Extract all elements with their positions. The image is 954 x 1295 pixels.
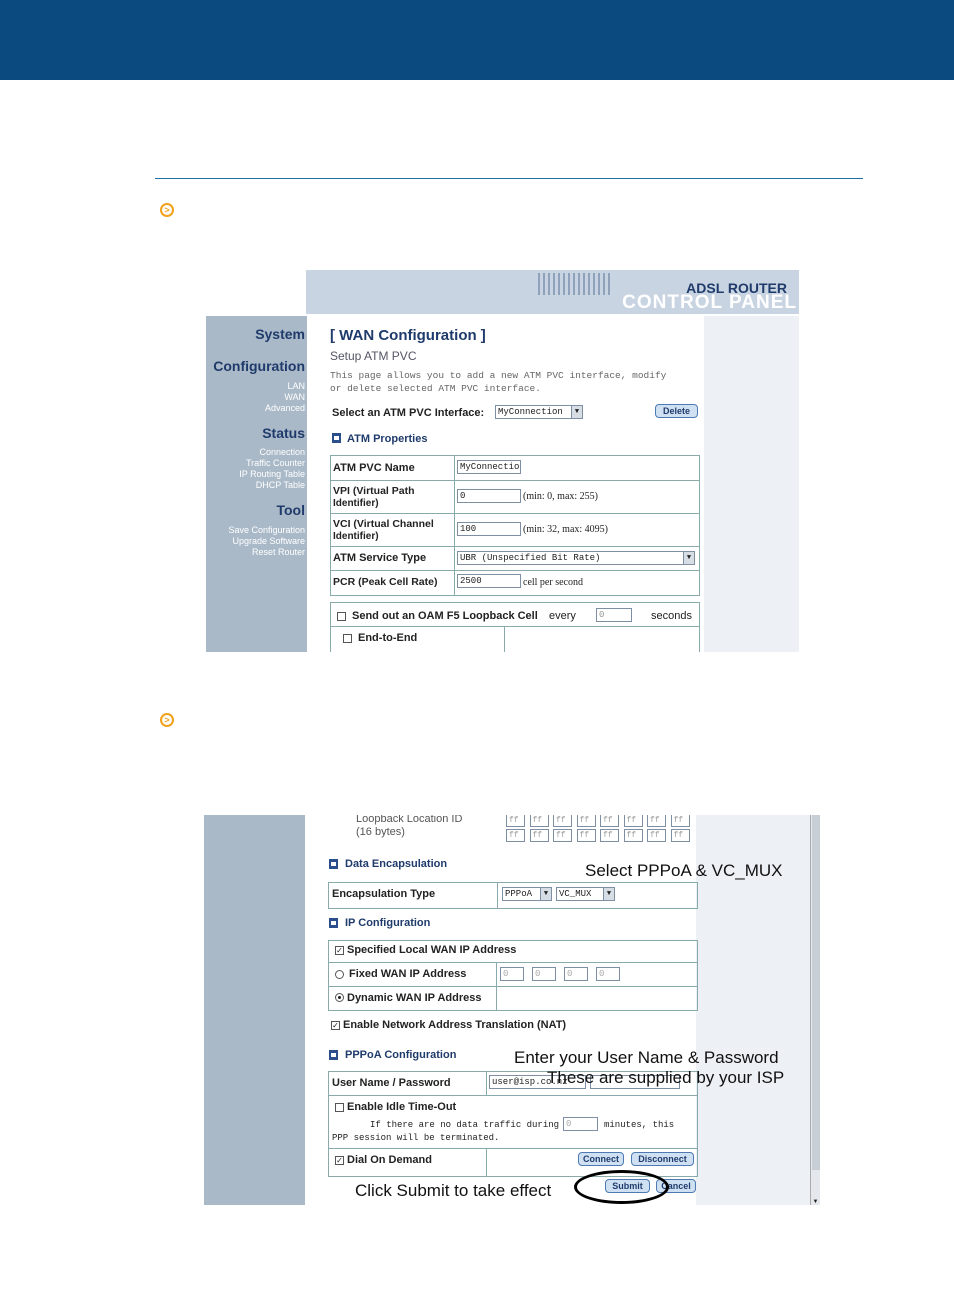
encap-protocol-select[interactable] [502,887,552,901]
chevron-down-icon: ▼ [603,888,614,900]
nav-item-wan[interactable]: WAN [284,392,305,402]
delete-button[interactable]: Delete [655,404,698,418]
idle-minutes-input[interactable]: 0 [563,1117,598,1131]
encap-mux-value: VC_MUX [559,889,592,899]
vpi-input[interactable]: 0 [457,489,521,503]
idle-text-line2: minutes, this [604,1120,675,1130]
loopback-byte-input[interactable]: ff [624,815,643,827]
atm-service-type-select[interactable] [457,551,695,565]
pvc-interface-select[interactable] [495,405,583,419]
oam-every: every [549,610,576,622]
page-title: [ WAN Configuration ] [330,327,486,344]
loopback-byte-input[interactable]: ff [647,815,666,827]
page-description-line2: or delete selected ATM PVC interface. [330,383,541,394]
connect-button[interactable]: Connect [578,1152,624,1166]
dial-on-demand-checkbox[interactable]: ✓ [336,1156,343,1165]
header-band [0,0,954,80]
table-row-rule [328,986,697,987]
table-divider [496,962,497,1010]
table-row-rule [330,626,699,627]
oam-unit: seconds [651,610,692,622]
scroll-down-icon[interactable]: ▼ [812,1199,819,1205]
oam-interval-input[interactable]: 0 [596,608,632,622]
vpi-label: VPI (Virtual Path [333,485,415,497]
ip-octet-4[interactable]: 0 [596,967,620,981]
chevron-down-icon: ▼ [571,406,582,418]
vpi-hint: (min: 0, max: 255) [523,491,598,502]
nav-item-save-configuration[interactable]: Save Configuration [228,525,305,535]
table-divider [486,1148,487,1176]
submit-highlight-circle [574,1170,669,1204]
loopback-byte-input[interactable]: ff [530,829,549,842]
vci-label-line2: Identifier) [333,531,379,542]
pcr-hint: cell per second [523,577,583,588]
section-icon [329,1050,338,1060]
dynamic-wan-label: Dynamic WAN IP Address [347,992,482,1004]
loopback-byte-input[interactable]: ff [600,829,619,842]
nav-item-traffic-counter[interactable]: Traffic Counter [245,458,305,468]
scrollbar-thumb[interactable] [812,815,820,1170]
encap-type-label: Encapsulation Type [332,888,436,900]
vci-hint: (min: 32, max: 4095) [523,524,608,535]
table-row-rule [328,1095,697,1096]
table-divider [497,882,498,908]
nav-item-dhcp-table[interactable]: DHCP Table [255,480,305,490]
loopback-byte-input[interactable]: ff [506,829,525,842]
username-input[interactable]: user@isp.co.nz [489,1075,586,1089]
select-pvc-label: Select an ATM PVC Interface: [332,407,485,419]
nat-checkbox[interactable]: ✓ [332,1021,339,1030]
nav-tool[interactable]: Tool [276,502,305,518]
table-row-rule [330,480,699,481]
ip-octet-1[interactable]: 0 [500,967,524,981]
ip-configuration-heading: IP Configuration [345,917,431,929]
table-divider [454,455,455,595]
loopback-byte-input[interactable]: ff [530,815,549,827]
scrollbar[interactable] [810,815,820,1205]
idle-timeout-label: Enable Idle Time-Out [347,1101,457,1113]
cancel-button[interactable]: Cancel [656,1179,696,1193]
idle-text-line3: PPP session will be terminated. [332,1133,500,1143]
encap-mux-select[interactable] [556,887,615,901]
oam-checkbox[interactable] [337,612,346,621]
nav-system[interactable]: System [255,326,305,342]
annotation-isp: These are supplied by your ISP [547,1068,785,1087]
pcr-input[interactable]: 2500 [457,574,521,588]
loopback-byte-input[interactable]: ff [647,829,666,842]
table-row-rule [328,1148,697,1149]
end-to-end-label: End-to-End [358,632,418,644]
table-divider [504,626,505,652]
step-bullet-icon: > [160,203,174,217]
wan-config-screenshot [206,270,799,652]
atm-pvc-name-label: ATM PVC Name [333,462,415,474]
specified-wan-checkbox[interactable]: ✓ [336,946,343,955]
table-row-rule [330,570,699,571]
page-description-line1: This page allows you to add a new ATM PVC interface, modify [330,370,667,381]
chevron-down-icon: ▼ [540,888,551,900]
table-row-rule [330,546,699,547]
vci-input[interactable]: 100 [457,522,521,536]
banner-subtitle: CONTROL PANEL [622,292,797,313]
loopback-byte-input[interactable]: ff [553,815,572,827]
dial-on-demand-label: Dial On Demand [347,1154,432,1166]
user-password-label: User Name / Password [332,1077,451,1089]
loopback-byte-input[interactable]: ff [600,815,619,827]
loopback-byte-input[interactable]: ff [506,815,525,827]
annotation-user: Enter your User Name & Password [514,1048,779,1067]
router-banner [306,270,799,314]
idle-text-line1: If there are no data traffic during [370,1120,560,1130]
atm-service-type-value: UBR (Unspecified Bit Rate) [460,553,601,563]
pppoa-config-screenshot [204,815,820,1205]
ip-octet-2[interactable]: 0 [532,967,556,981]
encap-protocol-value: PPPoA [505,889,533,899]
nav-configuration[interactable]: Configuration [213,358,305,374]
annotation-submit: Click Submit to take effect [355,1181,552,1200]
banner-title: ADSL ROUTER [686,280,787,296]
sidebar-nav [206,316,307,652]
loopback-byte-input[interactable]: ff [577,815,596,827]
nav-status[interactable]: Status [262,425,305,441]
nav-item-upgrade-software[interactable]: Upgrade Software [232,536,305,546]
loopback-label: Loopback Location ID [356,815,463,825]
annotation-encap: Select PPPoA & VC_MUX [585,861,783,880]
loopback-byte-input[interactable]: ff [577,829,596,842]
nav-item-connection[interactable]: Connection [259,447,305,457]
pppoa-configuration-heading: PPPoA Configuration [345,1049,457,1061]
loopback-byte-input[interactable]: ff [671,815,690,827]
chevron-down-icon: ▼ [683,552,694,564]
idle-timeout-checkbox[interactable] [335,1103,344,1112]
nav-item-ip-routing-table[interactable]: IP Routing Table [239,469,305,479]
nat-label: Enable Network Address Translation (NAT) [343,1019,567,1031]
loopback-byte-input[interactable]: ff [553,829,572,842]
table-row-rule [330,513,699,514]
step-bullet-icon: > [160,713,174,727]
data-encapsulation-heading: Data Encapsulation [345,858,448,870]
dynamic-wan-radio[interactable] [335,993,344,1002]
atm-pvc-name-input[interactable]: MyConnectio [457,460,521,474]
table-divider [486,1071,487,1096]
submit-button[interactable]: Submit [605,1179,650,1193]
nav-item-reset-router[interactable]: Reset Router [251,547,305,557]
oam-label: Send out an OAM F5 Loopback Cell [352,610,538,622]
section-icon [329,859,338,869]
section-icon [332,433,341,443]
page-subtitle: Setup ATM PVC [330,349,417,363]
atm-service-type-label: ATM Service Type [333,552,427,564]
loopback-byte-input[interactable]: ff [624,829,643,842]
dot-pattern [538,273,613,295]
fixed-wan-label: Fixed WAN IP Address [349,968,467,980]
section-icon [329,918,338,928]
disconnect-button[interactable]: Disconnect [631,1152,694,1166]
pcr-label: PCR (Peak Cell Rate) [333,576,438,588]
nav-item-lan[interactable]: LAN [287,381,305,391]
atm-properties-heading: ATM Properties [347,433,428,445]
right-margin [704,316,799,652]
loopback-byte-input[interactable]: ff [671,829,690,842]
nav-item-advanced[interactable]: Advanced [264,403,305,413]
fixed-wan-radio[interactable] [335,970,344,979]
pvc-interface-value: MyConnection [498,407,563,417]
section-rule [155,178,863,179]
ip-octet-3[interactable]: 0 [564,967,588,981]
sidebar-nav [204,815,305,1205]
vpi-label-line2: Identifier) [333,498,379,509]
table-row-rule [328,962,697,963]
vci-label: VCI (Virtual Channel [333,518,434,530]
specified-wan-label: Specified Local WAN IP Address [347,944,517,956]
end-to-end-checkbox[interactable] [343,634,352,643]
loopback-sublabel: (16 bytes) [356,826,405,838]
